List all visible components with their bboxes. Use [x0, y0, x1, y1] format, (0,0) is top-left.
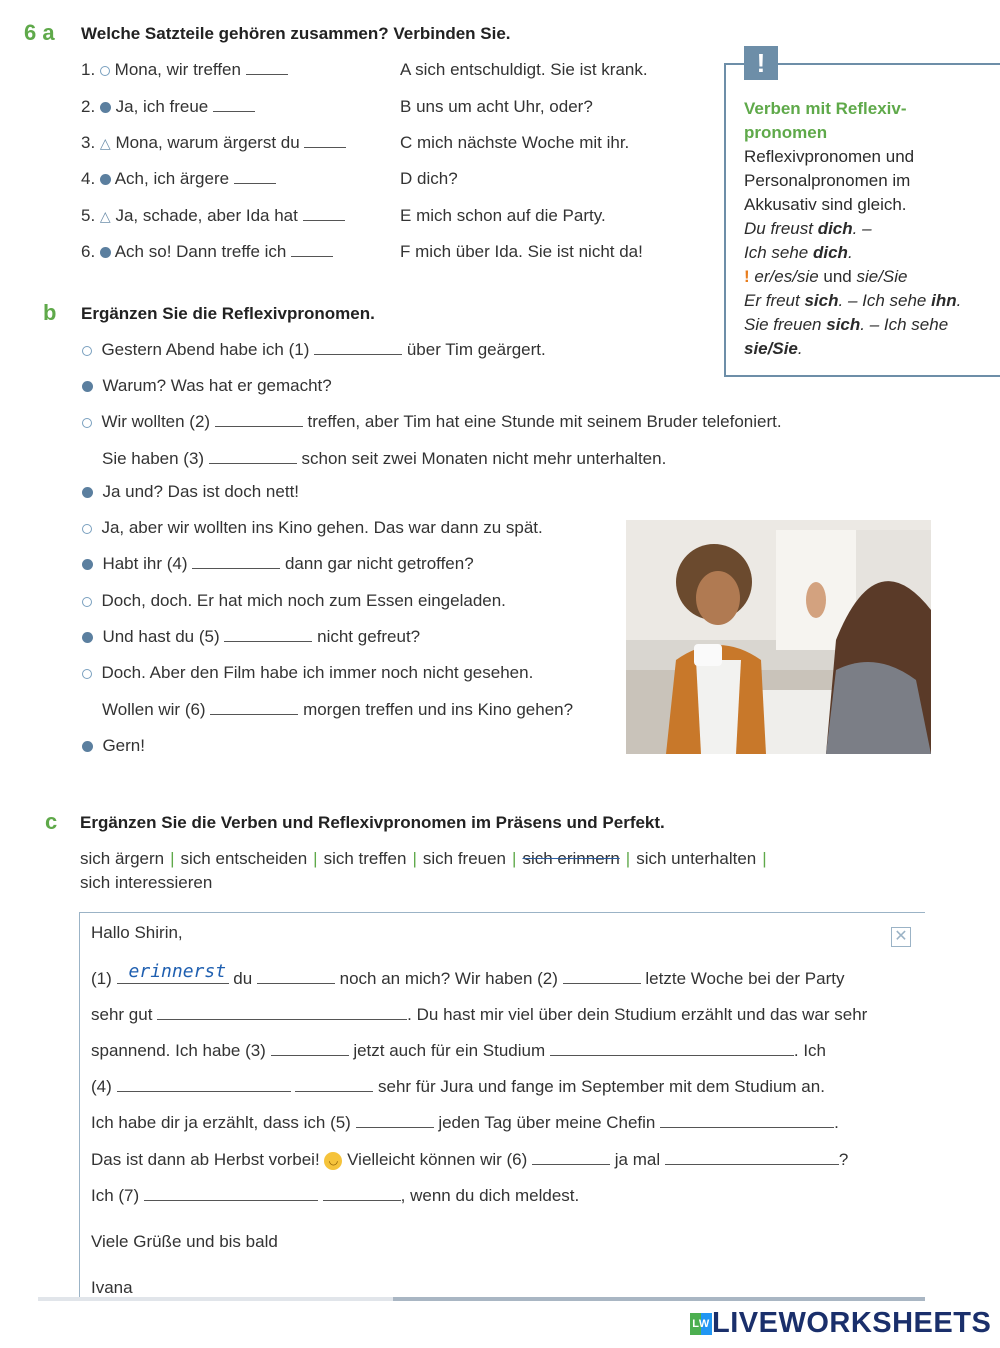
blank[interactable] — [157, 1005, 407, 1020]
blank[interactable] — [665, 1150, 839, 1165]
dialogue-line: Doch, doch. Er hat mich noch zum Essen eingeladen. — [82, 591, 506, 611]
dialogue-line: Sie haben (3) schon seit zwei Monaten nicht mehr unterhalten. — [102, 449, 667, 468]
dot-icon — [100, 102, 111, 113]
exercise-letter: c — [45, 809, 58, 834]
answer-1[interactable]: erinnerst — [117, 969, 229, 984]
exclamation-icon: ! — [744, 46, 778, 80]
blank[interactable] — [532, 1150, 610, 1165]
triangle-icon: △ — [99, 135, 111, 152]
letter-line-7: Ich (7) , wenn du dich meldest. — [91, 1186, 580, 1205]
blank-3[interactable] — [209, 449, 297, 464]
smiley-icon: ◡ — [324, 1152, 342, 1170]
exercise-c-title: Ergänzen Sie die Verben und Reflexivpronomen im Präsens und Perfekt. — [80, 813, 665, 832]
blank[interactable] — [271, 1041, 349, 1056]
match-item-6: 6. Ach so! Dann treffe ich — [81, 242, 333, 262]
info-line: Akkusativ sind gleich. — [744, 195, 907, 214]
grammar-info-box — [724, 63, 1000, 377]
info-example: Er freut sich. – Ich sehe ihn. — [744, 291, 962, 310]
match-item-2: 2. Ja, ich freue — [81, 97, 255, 117]
match-item-1: 1. Mona, wir treffen — [81, 60, 288, 80]
blank[interactable] — [246, 60, 288, 75]
dialogue-line: Doch. Aber den Film habe ich immer noch nicht gesehen. — [82, 663, 533, 683]
letter-line-5: Ich habe dir ja erzählt, dass ich (5) jeden Tag über meine Chefin . — [91, 1113, 839, 1132]
match-item-5: 5. △ Ja, schade, aber Ida hat — [81, 206, 345, 226]
dialogue-line: Wir wollten (2) treffen, aber Tim hat eine Stunde mit seinem Bruder telefoniert. — [82, 412, 782, 432]
info-note: ! er/es/sie und sie/Sie — [744, 267, 908, 286]
triangle-icon: △ — [99, 208, 111, 225]
info-line: Reflexivpronomen und — [744, 147, 915, 166]
letter-line-3: spannend. Ich habe (3) jetzt auch für ein Studium . Ich — [91, 1041, 827, 1060]
info-example: Du freust dich. – — [744, 219, 872, 238]
blank[interactable] — [291, 242, 333, 257]
blank-5[interactable] — [224, 627, 312, 642]
dialogue-line: Warum? Was hat er gemacht? — [82, 376, 332, 396]
letter-line-6: Das ist dann ab Herbst vorbei! ◡ Vielleicht können wir (6) ja mal ? — [91, 1150, 849, 1169]
letter-signature: Ivana — [91, 1278, 133, 1297]
exercise-a-title: Welche Satzteile gehören zusammen? Verbinden Sie. — [81, 24, 511, 43]
verb: sich entscheiden — [180, 849, 308, 868]
exercise-number: 6 a — [24, 20, 55, 45]
circle-icon — [82, 346, 92, 356]
photo-two-women — [626, 520, 931, 754]
info-example: Sie freuen sich. – Ich sehe — [744, 315, 949, 334]
blank[interactable] — [323, 1186, 401, 1201]
dot-icon — [82, 381, 93, 392]
blank[interactable] — [304, 133, 346, 148]
verb: sich unterhalten — [636, 849, 757, 868]
dialogue-line: Gestern Abend habe ich (1) über Tim geärgert. — [82, 340, 546, 360]
dialogue-line: Habt ihr (4) dann gar nicht getroffen? — [82, 554, 474, 574]
dialogue-line: Ja, aber wir wollten ins Kino gehen. Das war dann zu spät. — [82, 518, 543, 538]
blank[interactable] — [563, 969, 641, 984]
letter-box — [79, 912, 925, 1298]
liveworksheets-logo: LWLIVEWORKSHEETS — [690, 1307, 991, 1340]
blank-1[interactable] — [314, 340, 402, 355]
info-example: Ich sehe dich. — [744, 243, 853, 262]
info-line: Personalpronomen im — [744, 171, 911, 190]
match-option-a: A sich entschuldigt. Sie ist krank. — [400, 60, 648, 79]
letter-line-1: (1) erinnerst du noch an mich? Wir haben (2) letzte Woche bei der Party — [91, 961, 845, 988]
blank[interactable] — [356, 1113, 434, 1128]
dialogue-line: Gern! — [82, 736, 145, 756]
letter-closing: Viele Grüße und bis bald — [91, 1232, 278, 1251]
blank[interactable] — [550, 1041, 794, 1056]
verb-crossed-out: sich erinnern — [522, 849, 620, 868]
blank[interactable] — [303, 206, 345, 221]
dot-icon — [82, 741, 93, 752]
blank-6[interactable] — [210, 700, 298, 715]
blank-2[interactable] — [215, 412, 303, 427]
close-icon[interactable]: ✕ — [891, 927, 911, 947]
letter-line-2: sehr gut . Du hast mir viel über dein Studium erzählt und das war sehr — [91, 1005, 868, 1024]
blank[interactable] — [144, 1186, 318, 1201]
blank[interactable] — [213, 97, 255, 112]
info-example: sie/Sie. — [744, 339, 803, 358]
blank[interactable] — [295, 1077, 373, 1092]
match-option-b: B uns um acht Uhr, oder? — [400, 97, 593, 116]
blank-4[interactable] — [192, 554, 280, 569]
dot-icon — [82, 632, 93, 643]
verb: sich ärgern — [80, 849, 165, 868]
exercise-letter: b — [43, 300, 57, 325]
letter-line-4: (4) sehr für Jura und fange im September mit dem Studium an. — [91, 1077, 825, 1096]
verb: sich freuen — [422, 849, 507, 868]
letter-greeting: Hallo Shirin, — [91, 923, 183, 942]
verb-list: sich ärgern | sich entscheiden | sich treffen | sich freuen | sich erinnern | sich unterhalten | — [80, 849, 767, 868]
dialogue-line: Wollen wir (6) morgen treffen und ins Kino gehen? — [102, 700, 574, 719]
exercise-b-title: Ergänzen Sie die Reflexivpronomen. — [81, 304, 375, 323]
blank[interactable] — [660, 1113, 834, 1128]
circle-icon — [82, 418, 92, 428]
blank[interactable] — [257, 969, 335, 984]
match-option-f: F mich über Ida. Sie ist nicht da! — [400, 242, 643, 261]
dot-icon — [100, 174, 111, 185]
logo-icon: LW — [690, 1313, 712, 1335]
match-item-3: 3. △ Mona, warum ärgerst du — [81, 133, 346, 153]
match-option-d: D dich? — [400, 169, 458, 188]
dot-icon — [82, 487, 93, 498]
info-title: Verben mit Reflexiv- pronomen — [744, 99, 907, 142]
verb: sich treffen — [323, 849, 407, 868]
dot-icon — [100, 247, 111, 258]
circle-icon — [82, 524, 92, 534]
dialogue-line: Ja und? Das ist doch nett! — [82, 482, 299, 502]
circle-icon — [100, 66, 110, 76]
circle-icon — [82, 669, 92, 679]
match-item-4: 4. Ach, ich ärgere — [81, 169, 276, 189]
match-option-c: C mich nächste Woche mit ihr. — [400, 133, 630, 152]
blank[interactable] — [117, 1077, 291, 1092]
match-option-e: E mich schon auf die Party. — [400, 206, 606, 225]
dialogue-line: Und hast du (5) nicht gefreut? — [82, 627, 420, 647]
blank[interactable] — [234, 169, 276, 184]
dot-icon — [82, 559, 93, 570]
circle-icon — [82, 597, 92, 607]
verb: sich interessieren — [80, 873, 213, 892]
scrollbar-thumb[interactable] — [393, 1297, 925, 1301]
